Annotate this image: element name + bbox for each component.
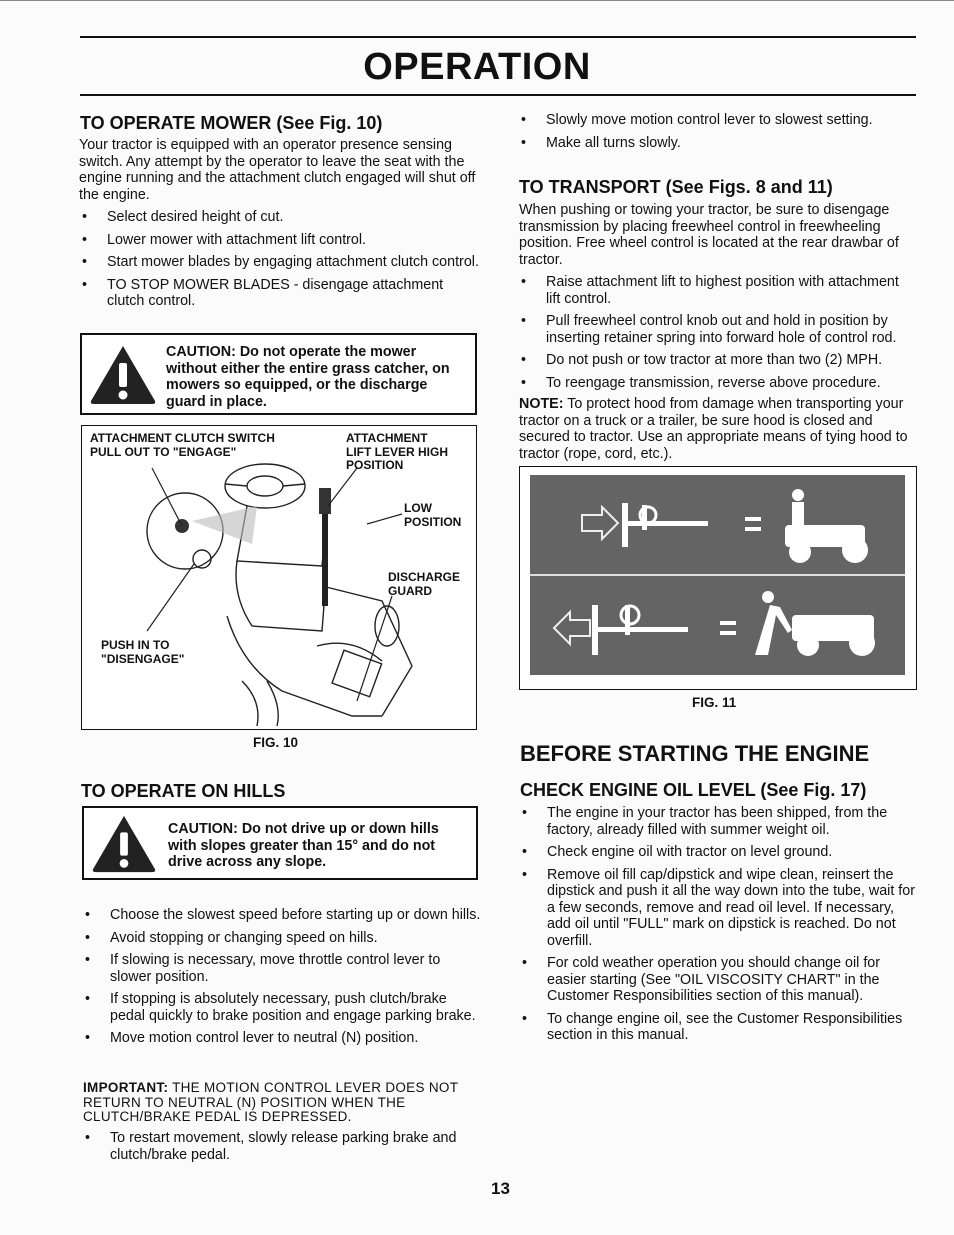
list-item: • Select desired height of cut. <box>80 209 480 226</box>
page-title: OPERATION <box>363 46 591 88</box>
hills-caution-text: CAUTION: Do not drive up or down hills with slopes greater than 15° and do not drive across any slope. <box>168 821 439 870</box>
fig11-caption: FIG. 11 <box>692 695 737 710</box>
list-item: • Make all turns slowly. <box>519 135 919 152</box>
list-item: • TO STOP MOWER BLADES - disengage attachment clutch control. <box>80 277 480 310</box>
before-starting-heading: BEFORE STARTING THE ENGINE <box>520 741 870 766</box>
hills-final-list <box>83 1130 483 1169</box>
list-item: • Raise attachment lift to highest position with attachment lift control. <box>519 274 917 307</box>
list-item: • Do not push or tow tractor at more than two (2) MPH. <box>519 352 917 369</box>
title-rule-top <box>80 36 916 38</box>
operate-mower-heading: TO OPERATE MOWER (See Fig. 10) <box>80 113 383 133</box>
list-item: • To restart movement, slowly release parking brake and clutch/brake pedal. <box>83 1130 483 1163</box>
transport-note <box>519 396 917 462</box>
label-lift-lever: ATTACHMENT LIFT LEVER HIGH POSITION <box>346 431 448 472</box>
list-item: • Start mower blades by engaging attachment clutch control. <box>80 254 480 271</box>
list-item: • For cold weather operation you should change oil for easier starting (See "OIL VISCOSITY CHART" in the Customer Responsibilities section of this manual). <box>520 955 918 1005</box>
label-discharge-guard: DISCHARGE GUARD <box>388 570 461 598</box>
page-number: 13 <box>491 1179 510 1198</box>
label-push-in: PUSH IN TO "DISENGAGE" <box>101 638 185 666</box>
mower-caution-box <box>80 333 477 415</box>
top-page-rule <box>0 0 954 1</box>
transport-heading: TO TRANSPORT (See Figs. 8 and 11) <box>519 177 833 197</box>
hills-list <box>83 907 483 1053</box>
list-item: • Remove oil fill cap/dipstick and wipe clean, reinsert the dipstick and push it all the way down into the tube, wait for a few seconds, remove and read oil level. If necessary, add oil until "FULL" mark on dipstick is reached. Do not overfill. <box>520 867 918 950</box>
label-low-position: LOW POSITION <box>404 501 462 529</box>
warning-icon <box>90 813 158 875</box>
operate-mower-intro: Your tractor is equipped with an operator presence sensing switch. Any attempt by the operator to leave the seat with the engine running and the attachment clutch engaged will shut off the engine. <box>79 137 476 203</box>
figure-10 <box>81 425 477 730</box>
important-label: IMPORTANT: <box>83 1080 169 1095</box>
fig10-caption: FIG. 10 <box>253 735 299 750</box>
important-note <box>83 1081 481 1125</box>
hills-caution-box <box>82 806 478 880</box>
figure-11 <box>519 466 917 690</box>
transport-illustration <box>530 475 905 675</box>
list-item: • Slowly move motion control lever to slowest setting. <box>519 112 919 129</box>
list-item: • If slowing is necessary, move throttle control lever to slower position. <box>83 952 483 985</box>
important-text: THE MOTION CONTROL LEVER DOES NOT RETURN TO NEUTRAL (N) POSITION WHEN THE CLUTCH/BRAKE PEDAL IS DEPRESSED. <box>83 1080 458 1124</box>
note-text: To protect hood from damage when transporting your tractor on a truck or a trailer, be sure hood is closed and secured to tractor. Use an appropriate means of tying hood to tractor (rope, cord, etc.). <box>519 396 908 462</box>
check-oil-list <box>520 805 918 1050</box>
list-item: • Choose the slowest speed before starting up or down hills. <box>83 907 483 924</box>
warning-icon <box>88 343 158 407</box>
list-item: • Move motion control lever to neutral (N) position. <box>83 1030 483 1047</box>
list-item: • To reengage transmission, reverse above procedure. <box>519 375 917 392</box>
check-oil-heading: CHECK ENGINE OIL LEVEL (See Fig. 17) <box>520 780 867 800</box>
hills-heading: TO OPERATE ON HILLS <box>81 781 286 801</box>
right-top-list <box>519 112 919 157</box>
mower-caution-text: CAUTION: Do not operate the mower without either the entire grass catcher, on mowers so equipped, or the discharge guard in place. <box>166 344 450 410</box>
transport-list <box>519 274 917 397</box>
list-item: • If stopping is absolutely necessary, push clutch/brake pedal quickly to brake position and engage parking brake. <box>83 991 483 1024</box>
list-item: • The engine in your tractor has been shipped, from the factory, already filled with summer weight oil. <box>520 805 918 838</box>
label-clutch-switch: ATTACHMENT CLUTCH SWITCH PULL OUT TO "ENGAGE" <box>90 431 275 459</box>
list-item: • To change engine oil, see the Customer Responsibilities section in this manual. <box>520 1011 918 1044</box>
transport-intro: When pushing or towing your tractor, be sure to disengage transmission by placing freewheel control in freewheeling position. Free wheel control is located at the rear drawbar of tractor. <box>519 202 899 268</box>
title-rule-bottom <box>80 94 916 96</box>
operate-mower-list <box>80 209 480 316</box>
note-label: NOTE: <box>519 396 564 412</box>
list-item: • Pull freewheel control knob out and hold in position by inserting retainer spring into forward hole of control rod. <box>519 313 917 346</box>
list-item: • Avoid stopping or changing speed on hills. <box>83 930 483 947</box>
list-item: • Check engine oil with tractor on level ground. <box>520 844 918 861</box>
list-item: • Lower mower with attachment lift control. <box>80 232 480 249</box>
